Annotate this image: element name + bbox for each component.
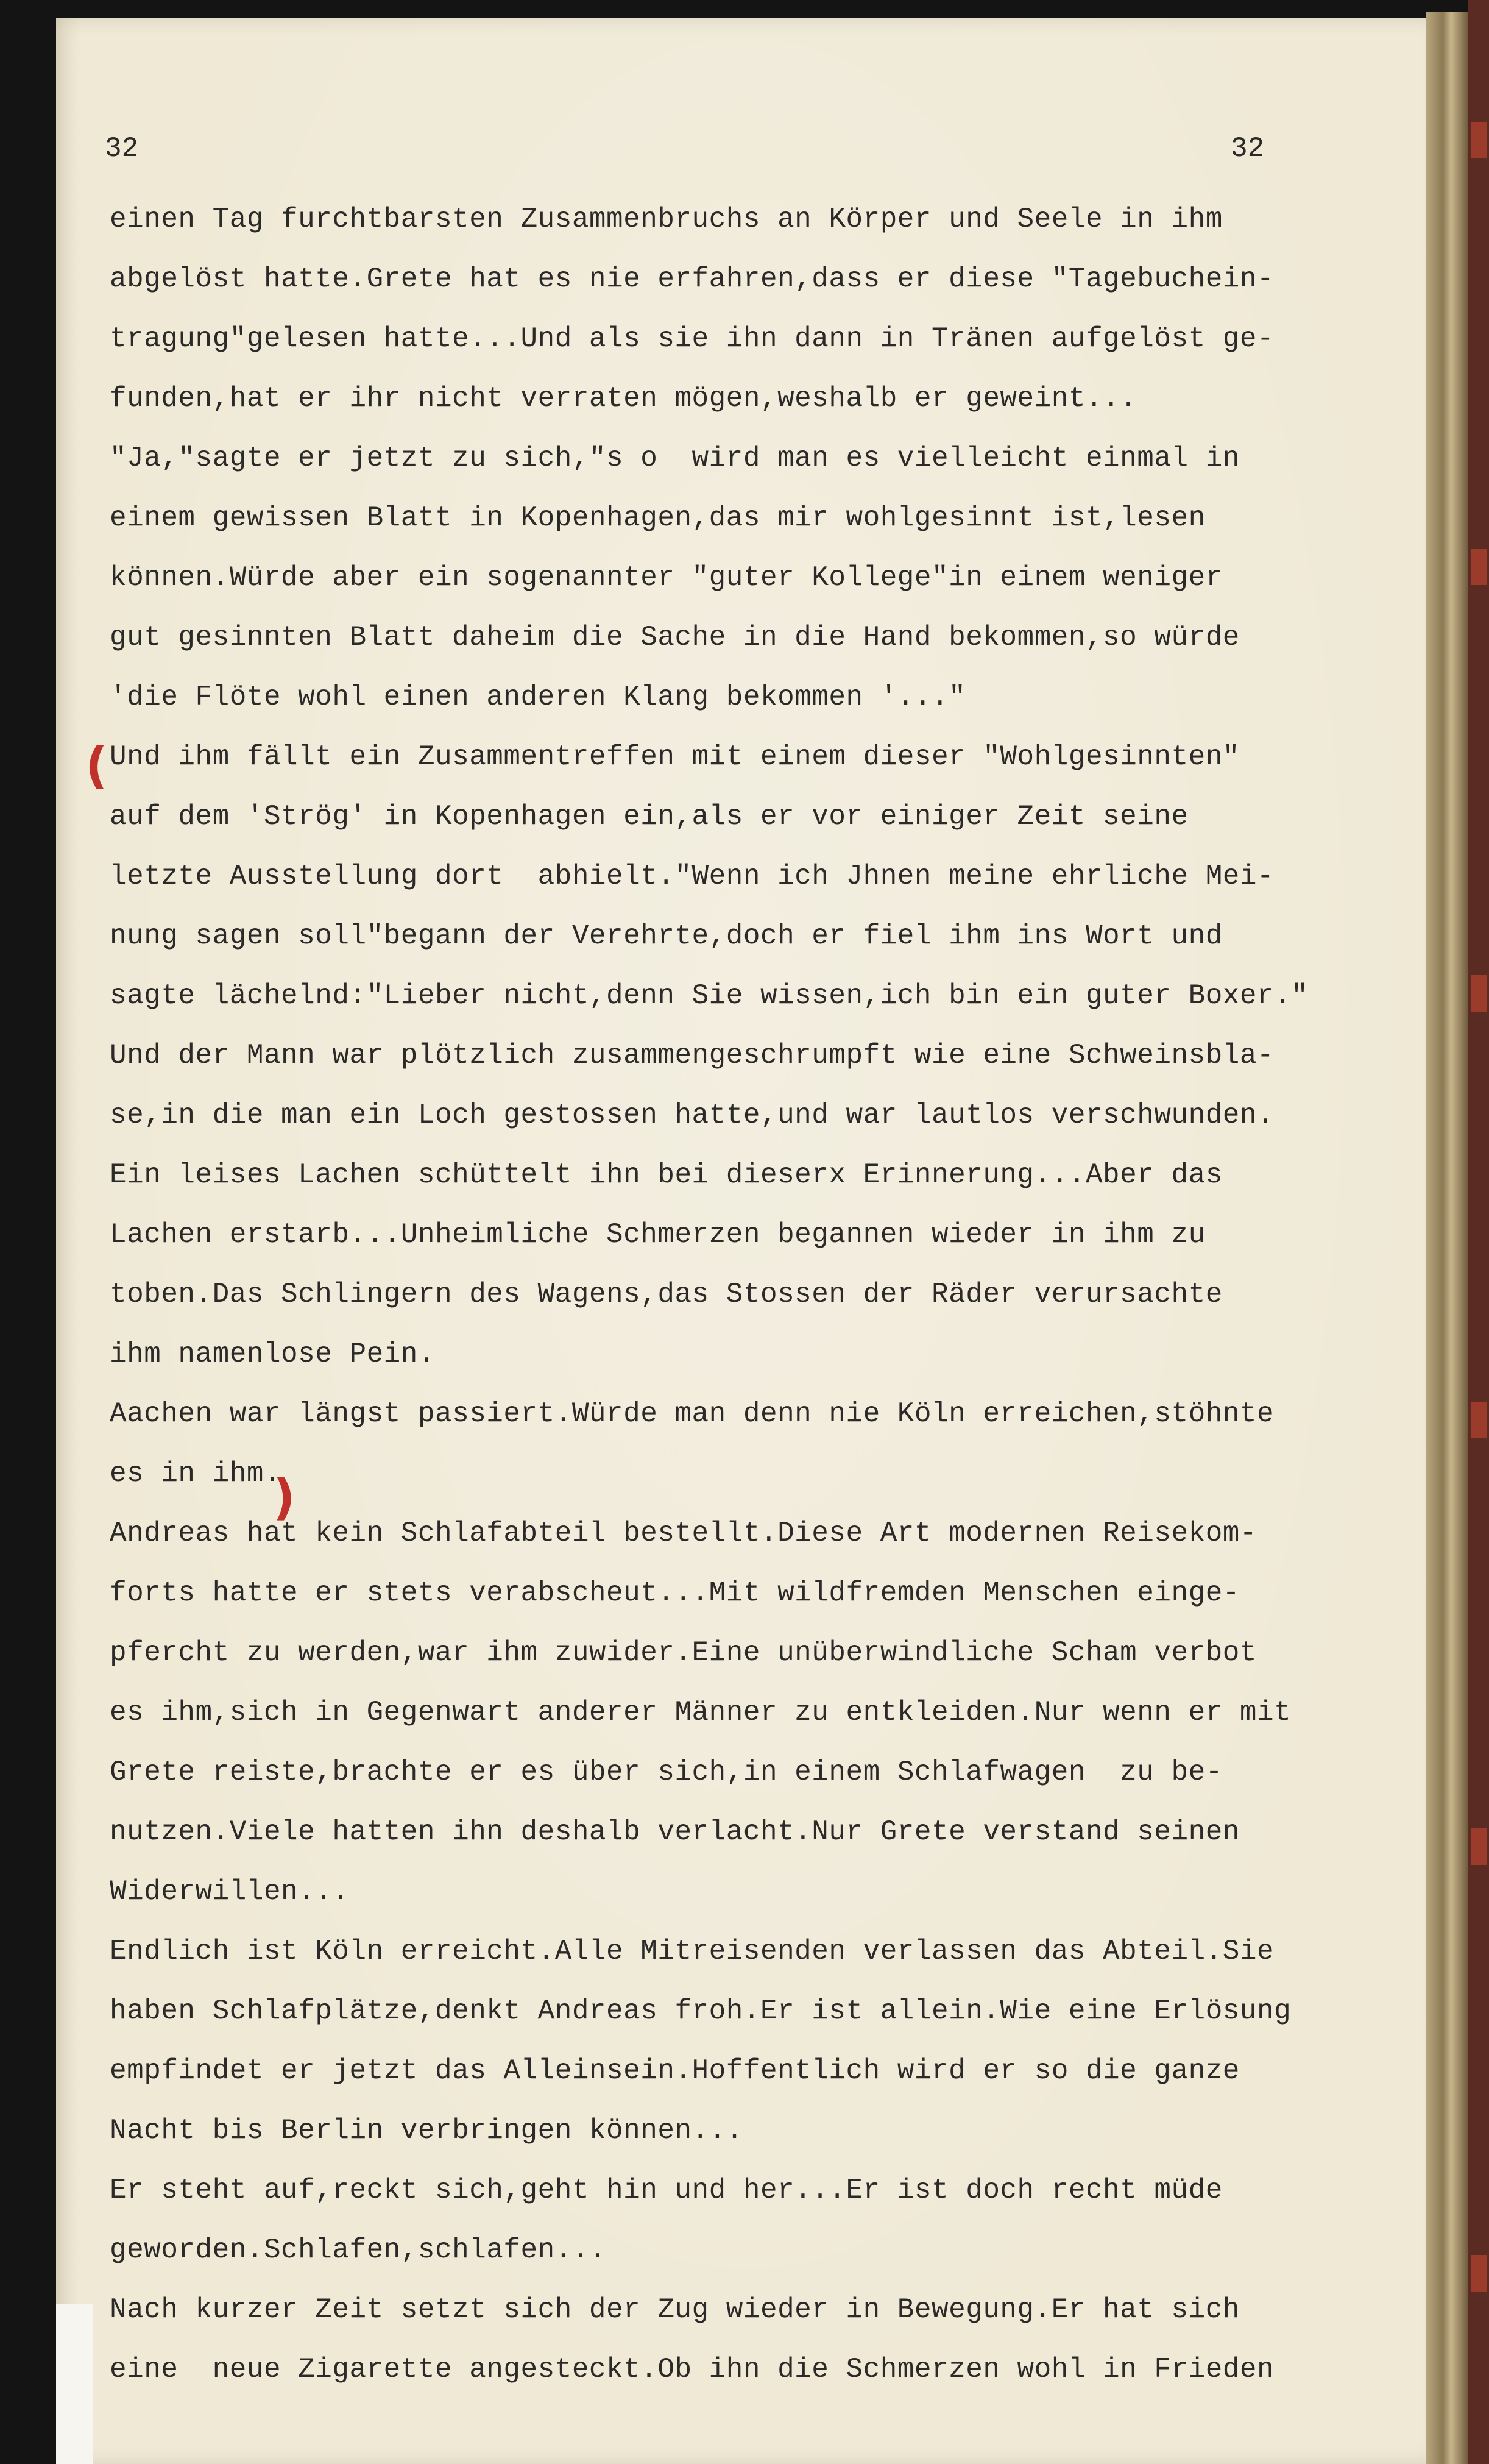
- text-line: "Ja,"sagte er jetzt zu sich,"s o wird man es vielleicht einmal in: [110, 442, 1240, 474]
- text-line: 'die Flöte wohl einen anderen Klang bekommen '...": [110, 681, 966, 713]
- text-line: können.Würde aber ein sogenannter "guter Kollege"in einem weniger: [110, 562, 1223, 594]
- red-bracket-open-mark: (: [85, 737, 108, 794]
- text-line: Widerwillen...: [110, 1876, 350, 1908]
- binding-strip: [1468, 0, 1489, 2464]
- paper-tag: [56, 2304, 93, 2464]
- text-line: Lachen erstarb...Unheimliche Schmerzen begannen wieder in ihm zu: [110, 1219, 1206, 1251]
- text-line: Und ihm fällt ein Zusammentreffen mit einem dieser "Wohlgesinnten": [110, 741, 1240, 773]
- page-number-left: 32: [105, 133, 139, 165]
- text-line: eine neue Zigarette angesteckt.Ob ihn die Schmerzen wohl in Frieden: [110, 2354, 1275, 2385]
- text-line: einem gewissen Blatt in Kopenhagen,das mir wohlgesinnt ist,lesen: [110, 502, 1206, 534]
- page-stack-edge: [1426, 12, 1468, 2464]
- text-line: Endlich ist Köln erreicht.Alle Mitreisenden verlassen das Abteil.Sie: [110, 1936, 1275, 1967]
- text-line: se,in die man ein Loch gestossen hatte,und war lautlos verschwunden.: [110, 1099, 1275, 1131]
- text-line: Nacht bis Berlin verbringen können...: [110, 2115, 743, 2146]
- text-line: empfindet er jetzt das Alleinsein.Hoffentlich wird er so die ganze: [110, 2055, 1240, 2087]
- text-line: haben Schlafplätze,denkt Andreas froh.Er ist allein.Wie eine Erlösung: [110, 1995, 1292, 2027]
- text-line: es in ihm.: [110, 1458, 281, 1489]
- text-line: toben.Das Schlingern des Wagens,das Stossen der Räder verursachte: [110, 1279, 1223, 1310]
- text-line: Aachen war längst passiert.Würde man denn nie Köln erreichen,stöhnte: [110, 1398, 1275, 1430]
- text-line: Und der Mann war plötzlich zusammengeschrumpft wie eine Schweinsbla-: [110, 1040, 1275, 1071]
- text-line: funden,hat er ihr nicht verraten mögen,weshalb er geweint...: [110, 383, 1137, 414]
- text-line: Nach kurzer Zeit setzt sich der Zug wieder in Bewegung.Er hat sich: [110, 2294, 1240, 2326]
- text-line: nutzen.Viele hatten ihn deshalb verlacht.Nur Grete verstand seinen: [110, 1816, 1240, 1848]
- text-line: es ihm,sich in Gegenwart anderer Männer zu entkleiden.Nur wenn er mit: [110, 1697, 1292, 1728]
- text-line: sagte lächelnd:"Lieber nicht,denn Sie wissen,ich bin ein guter Boxer.": [110, 980, 1309, 1012]
- text-line: Ein leises Lachen schüttelt ihn bei dieserx Erinnerung...Aber das: [110, 1159, 1223, 1191]
- text-line: auf dem 'Strög' in Kopenhagen ein,als er vor einiger Zeit seine: [110, 801, 1189, 833]
- text-line: ihm namenlose Pein.: [110, 1338, 435, 1370]
- text-line: nung sagen soll"begann der Verehrte,doch er fiel ihm ins Wort und: [110, 920, 1223, 952]
- text-line: abgelöst hatte.Grete hat es nie erfahren,dass er diese "Tagebuchein-: [110, 263, 1275, 295]
- red-bracket-close-mark: ): [273, 1469, 295, 1525]
- text-line: Andreas hat kein Schlafabteil bestellt.Diese Art modernen Reisekom-: [110, 1518, 1257, 1549]
- page-number-right: 32: [1231, 133, 1265, 165]
- text-line: gut gesinnten Blatt daheim die Sache in die Hand bekommen,so würde: [110, 622, 1240, 653]
- text-line: Er steht auf,reckt sich,geht hin und her...Er ist doch recht müde: [110, 2175, 1223, 2206]
- text-line: letzte Ausstellung dort abhielt."Wenn ich Jhnen meine ehrliche Mei-: [110, 861, 1275, 892]
- text-line: Grete reiste,brachte er es über sich,in einem Schlafwagen zu be-: [110, 1756, 1223, 1788]
- text-line: pfercht zu werden,war ihm zuwider.Eine unüberwindliche Scham verbot: [110, 1637, 1257, 1669]
- text-line: forts hatte er stets verabscheut...Mit wildfremden Menschen einge-: [110, 1577, 1240, 1609]
- text-line: geworden.Schlafen,schlafen...: [110, 2234, 607, 2266]
- text-line: tragung"gelesen hatte...Und als sie ihn dann in Tränen aufgelöst ge-: [110, 323, 1275, 355]
- text-line: einen Tag furchtbarsten Zusammenbruchs an Körper und Seele in ihm: [110, 204, 1223, 235]
